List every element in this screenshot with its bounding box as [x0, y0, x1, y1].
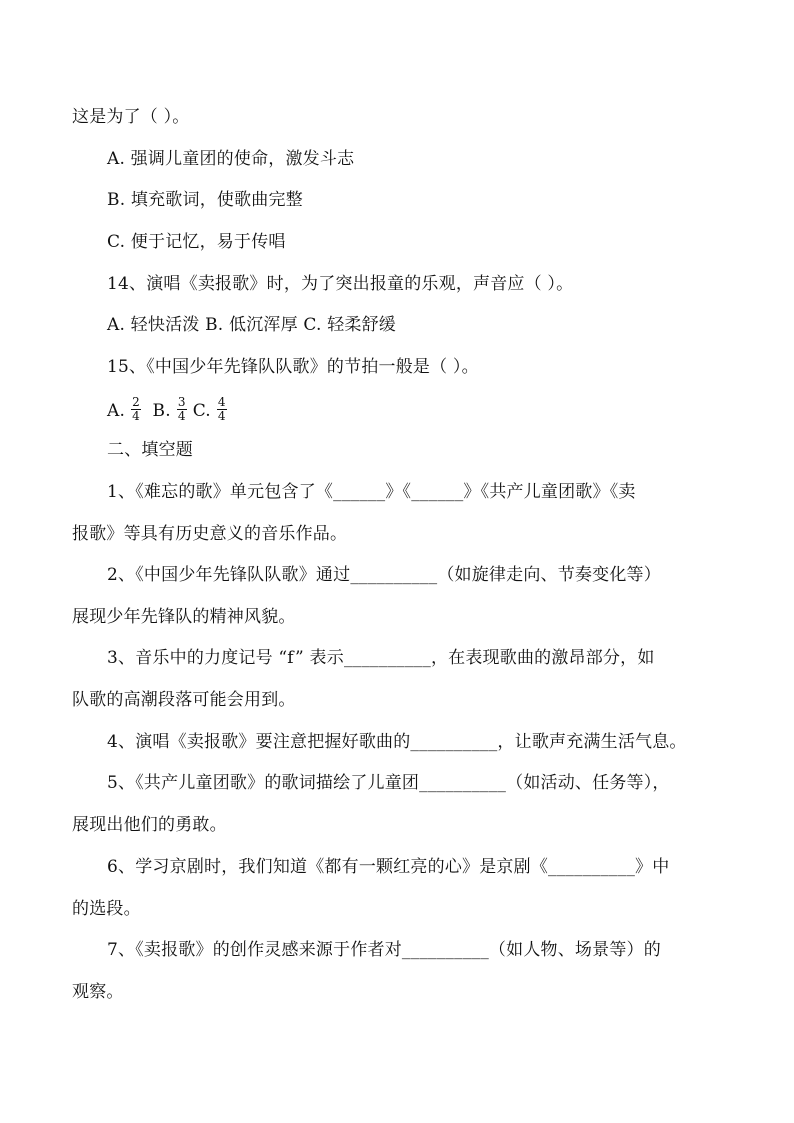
fraction-3-4: [177, 396, 187, 423]
fraction-2-4: [131, 396, 141, 423]
question-13-option-c: C. 便于记忆，易于传唱: [107, 232, 286, 252]
fill-question-7-line-2: 观察。: [72, 982, 124, 1002]
fraction-denominator: 4: [132, 409, 140, 423]
fraction-numerator: 2: [132, 395, 140, 409]
fill-question-3-line-1: 3、音乐中的力度记号 “f” 表示__________，在表现歌曲的激昂部分，如: [107, 648, 655, 668]
fill-question-6-line-1: 6、学习京剧时，我们知道《都有一颗红亮的心》是京剧《__________》中: [107, 857, 670, 877]
option-b-label: B.: [152, 401, 171, 421]
fill-question-5-line-1: 5、《共产儿童团歌》的歌词描绘了儿童团__________（如活动、任务等），: [107, 773, 670, 793]
question-14-stem: 14、演唱《卖报歌》时，为了突出报童的乐观，声音应（ ）。: [107, 274, 574, 294]
fill-question-6-line-2: 的选段。: [72, 899, 141, 919]
question-14-options: A. 轻快活泼 B. 低沉浑厚 C. 轻柔舒缓: [107, 315, 397, 335]
question-13-option-a: A. 强调儿童团的使命，激发斗志: [107, 149, 355, 169]
fraction-denominator: 4: [177, 409, 186, 423]
fill-question-3-line-2: 队歌的高潮段落可能会用到。: [72, 690, 296, 710]
question-15-stem: 15、《中国少年先锋队队歌》的节拍一般是（ ）。: [107, 357, 479, 377]
fraction-numerator: 4: [217, 395, 226, 409]
fill-question-7-line-1: 7、《卖报歌》的创作灵感来源于作者对__________（如人物、场景等）的: [107, 940, 661, 960]
option-a-label: A.: [107, 401, 126, 421]
fill-question-1-line-1: 1、《难忘的歌》单元包含了《______》《______》《共产儿童团歌》《卖: [107, 482, 636, 502]
question-13-option-b: B. 填充歌词，使歌曲完整: [107, 190, 303, 210]
question-13-tail: 这是为了（ ）。: [72, 107, 190, 127]
option-c-label: C.: [192, 401, 211, 421]
fill-question-2-line-2: 展现少年先锋队的精神风貌。: [72, 607, 296, 627]
fraction-numerator: 3: [177, 395, 186, 409]
question-15-options: [107, 396, 233, 426]
fill-question-5-line-2: 展现出他们的勇敢。: [72, 815, 227, 835]
fraction-4-4: [217, 396, 227, 423]
section-2-title: 二、填空题: [107, 440, 193, 460]
fill-question-2-line-1: 2、《中国少年先锋队队歌》通过__________（如旋律走向、节奏变化等）: [107, 565, 661, 585]
fill-question-1-line-2: 报歌》等具有历史意义的音乐作品。: [72, 524, 348, 544]
fraction-denominator: 4: [217, 409, 226, 423]
fill-question-4-line-1: 4、演唱《卖报歌》要注意把握好歌曲的__________，让歌声充满生活气息。: [107, 732, 687, 752]
